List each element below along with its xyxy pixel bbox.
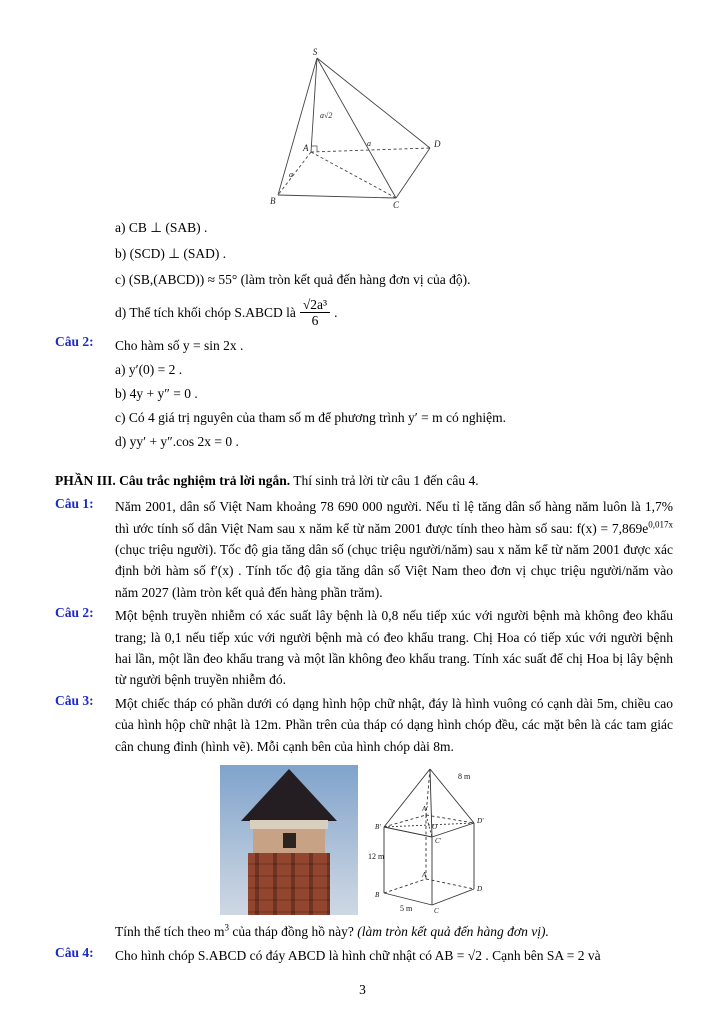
vertex-d-label: D [434, 139, 441, 149]
edge-5m-label: 5 m [400, 904, 413, 914]
question-label: Câu 4: [55, 945, 94, 961]
edge-8m-label: 8 m [458, 772, 471, 782]
statement-d-text: d) Thể tích khối chóp S.ABCD là [115, 304, 296, 320]
statement-b: b) (SCD) ⊥ (SAD) . [115, 246, 227, 261]
tower-clock-section [253, 829, 325, 853]
question-cau2-part2 [55, 334, 673, 358]
height-label: a√2 [320, 111, 333, 120]
question-cau2-part3 [55, 605, 673, 691]
vertex-bp-label: B′ [375, 823, 381, 832]
question-text: Cho hình chóp S.ABCD có đáy ABCD là hình chữ nhật có AB = √2 . Cạnh bên SA = 2 và [115, 948, 601, 964]
tower-clock-face [283, 833, 296, 848]
vertex-ap-label: A′ [422, 805, 428, 814]
vertex-dp-label: D′ [477, 817, 484, 826]
statement-d: d) yy′ + y″.cos 2x = 0 . [115, 434, 239, 450]
vertex-cp-label: C′ [435, 837, 442, 846]
cau3-closing [115, 921, 673, 943]
question-cau4-part3 [55, 945, 673, 966]
question-label: Câu 3: [55, 692, 94, 708]
page-number: 3 [359, 982, 366, 997]
question-label: Câu 2: [55, 334, 94, 350]
section-heading [55, 470, 673, 492]
pyramid-figure-svg [265, 46, 470, 211]
vertex-d-label: D [477, 885, 483, 894]
vertex-c-label: C [434, 907, 439, 916]
vertex-b-label: B [375, 891, 380, 900]
question-label: Câu 2: [55, 605, 94, 621]
question-intro: Cho hàm số y = sin 2x . [115, 338, 244, 354]
vertex-a-label: A [303, 143, 309, 153]
exponent: 3 [224, 922, 229, 933]
question-text: Một bệnh truyền nhiễm có xác suất lây bệnh là 0,8 nếu tiếp xúc với người bệnh mà không đeo khẩu trang; là 0,1 nếu tiếp xúc với người bệnh mà có đeo khẩu trang. Chị Hoa có tiếp xúc với người bệnh hai lần, một lần đeo khẩu trang và một lần không đeo khẩu trang. Tính xác suất để chị Hoa bị lây bệnh từ người bệnh truyền nhiễm đó. [115, 608, 673, 688]
edge-12m-label: 12 m [368, 852, 385, 862]
vertex-a-label: A [422, 871, 427, 880]
exponent: 0,017x [648, 519, 673, 530]
fraction [300, 297, 330, 328]
tower-cornice [250, 820, 328, 829]
closing-note-italic: (làm tròn kết quả đến hàng đơn vị). [357, 924, 549, 940]
statement-a: a) y′(0) = 2 . [115, 362, 183, 378]
tower-diagram-svg [368, 763, 506, 915]
edge-a1-label: a [289, 170, 293, 179]
center-o-label: O [432, 823, 438, 832]
figure-labels [270, 47, 441, 210]
cau3-figures [220, 763, 673, 915]
edge-a2-label: a [367, 139, 371, 148]
statement-d-period: . [334, 304, 338, 320]
fraction-numerator: √2a³ [300, 297, 330, 313]
tower-diagram [368, 763, 506, 915]
statement-b: b) 4y + y″ = 0 . [115, 386, 198, 402]
fraction-denominator: 6 [311, 313, 319, 329]
vertex-c-label: C [393, 200, 400, 210]
tower-roof [241, 769, 337, 821]
statement-c: c) (SB,(ABCD)) ≈ 55° (làm tròn kết quả đến hàng đơn vị của độ). [115, 272, 471, 287]
question-cau1-part3 [55, 496, 673, 603]
question-label: Câu 1: [55, 496, 94, 512]
pyramid-figure [265, 46, 470, 211]
figure-lines [278, 58, 430, 198]
section-heading-bold: PHẦN III. Câu trắc nghiệm trả lời ngắn. [55, 473, 291, 489]
statement-d [115, 297, 673, 328]
statement-c: c) Có 4 giá trị nguyên của tham số m để phương trình y′ = m có nghiệm. [115, 410, 506, 426]
vertex-b-label: B [270, 196, 276, 206]
diagram-lines [384, 769, 474, 905]
closing-text-2: của tháp đồng hồ này? [228, 924, 358, 940]
statement-a: a) CB ⊥ (SAB) . [115, 220, 208, 235]
closing-text-1: Tính thể tích theo m [115, 924, 225, 940]
clock-tower-photo [220, 765, 358, 915]
question-text: Một chiếc tháp có phần dưới có dạng hình hộp chữ nhật, đáy là hình vuông có cạnh dài 5m, chiều cao của hình hộp chữ nhật là 12m. Phần trên của tháp có dạng hình chóp đều, các mặt bên là các tam giác cân chung đỉnh (hình vẽ). Mỗi cạnh bên của hình chóp dài 8m. [115, 695, 673, 754]
page-content [55, 0, 673, 967]
section-heading-normal: Thí sinh trả lời từ câu 1 đến câu 4. [290, 473, 479, 489]
q1-text-1: Năm 2001, dân số Việt Nam khoảng 78 690 000 người. Nếu tỉ lệ tăng dân số hàng năm luôn là 1,7% thì ước tính số dân Việt Nam sau x năm kể từ năm 2001 được tính theo hàm số sau: f(x) = 7,869e [115, 499, 673, 536]
cau2-statements [115, 358, 673, 454]
tower-body [248, 853, 330, 915]
question-text [115, 496, 673, 603]
question-cau3-part3 [55, 693, 673, 757]
vertex-s-label: S [312, 47, 318, 57]
q1-text-2: (chục triệu người). Tốc độ gia tăng dân số (chục triệu người/năm) sau x năm kể từ năm 2001 được xác định bởi hàm số f′(x) . Tính tốc độ gia tăng dân số Việt Nam theo đơn vị chục triệu người/năm vào năm 2027 (làm tròn kết quả đến hàng phần trăm). [115, 542, 673, 600]
